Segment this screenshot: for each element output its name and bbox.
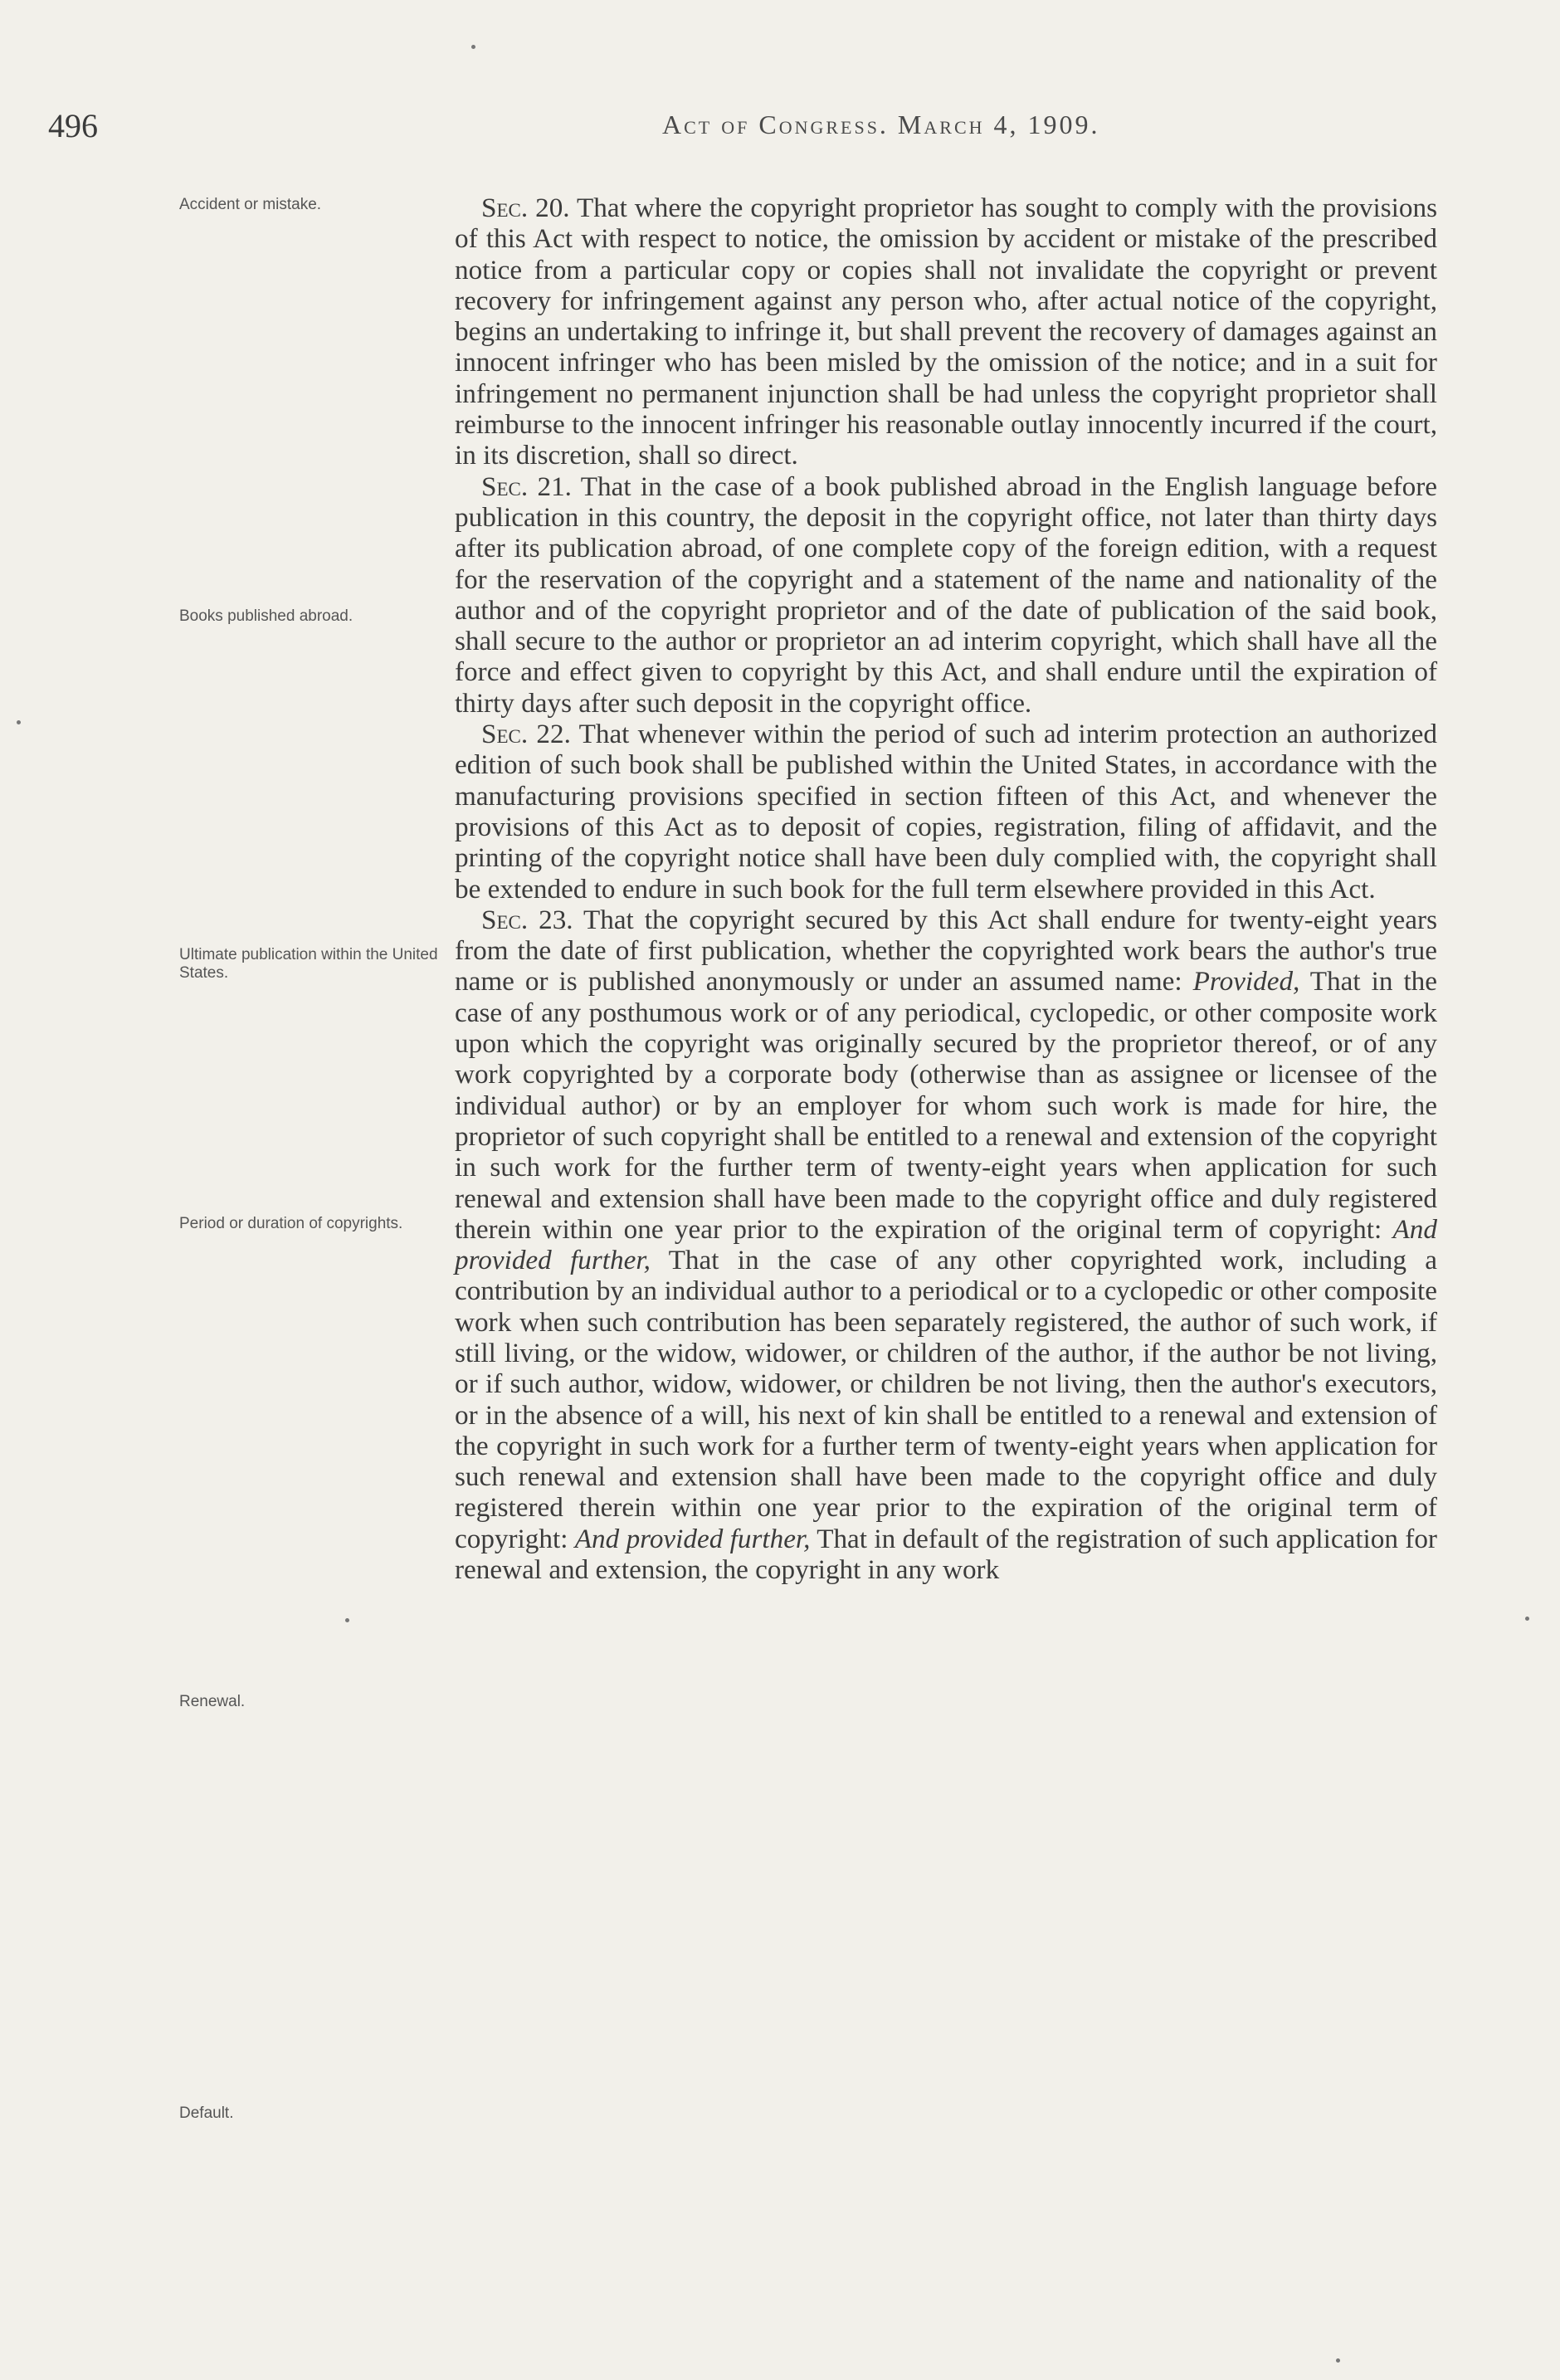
margin-note-default: Default. bbox=[179, 2104, 234, 2122]
section-20 bbox=[455, 193, 1437, 471]
paper-speck bbox=[345, 1618, 349, 1622]
section-23 bbox=[455, 905, 1437, 1586]
page-number: 496 bbox=[48, 107, 98, 144]
section-22 bbox=[455, 719, 1437, 905]
section-text: That where the copyright proprietor has sought to comply with the provisions of this Act with respect to notice, the omission by accident or mistake of the prescribed notice from a particular copy or copies shall not invalidate the copyright or prevent recovery for infringement against any person who, after actual notice of the copyright, begins an undertaking to infringe it, but shall prevent the recovery of damages against an innocent infringer who has been misled by the omission of the notice; and in a suit for infringement no permanent injunction shall be had unless the copyright proprietor shall reimburse to the innocent infringer his reasonable outlay innocently incurred if the court, in its discretion, shall so direct. bbox=[455, 193, 1437, 471]
margin-note-accident: Accident or mistake. bbox=[179, 196, 322, 213]
section-label: Sec. 23. bbox=[481, 904, 573, 935]
proviso-italic: Provided, bbox=[1192, 966, 1300, 997]
margin-note-ultimate-publication: Ultimate publication within the United States. bbox=[179, 946, 438, 982]
section-21 bbox=[455, 471, 1437, 719]
section-text-part: That in default of the registration of such application for renewal and extension, the copyright in any work bbox=[455, 1523, 1437, 1586]
margin-note-books-abroad: Books published abroad. bbox=[179, 607, 353, 625]
paper-speck bbox=[1336, 2358, 1340, 2363]
section-text: That whenever within the period of such ad interim protection an authorized edition of such book shall be published within the United States, in accordance with the manufacturing provisions specified in section fifteen of this Act, and whenever the provisions of this Act as to deposit of copies, registration, filing of affidavit, and the printing of the copyright notice shall have been duly complied with, the copyright shall be extended to endure in such book for the full term elsewhere provided in this Act. bbox=[455, 719, 1437, 905]
paper-speck bbox=[1525, 1617, 1529, 1621]
paper-speck bbox=[17, 720, 21, 724]
section-label: Sec. 21. bbox=[481, 471, 572, 502]
page-header bbox=[48, 106, 1459, 156]
section-text: That in the case of a book published abroad in the English language before publication in this country, the deposit in the copyright office, not later than thirty days after its publication abroad, of one complete copy of the foreign edition, with a request for the reservation of the copyright and a statement of the name and nationality of the author and of the copyright proprietor and of the date of publication of the said book, shall secure to the author or proprietor an ad interim copyright, which shall have all the force and effect given to copyright by this Act, and shall endure until the expiration of thirty days after such deposit in the copyright office. bbox=[455, 471, 1438, 719]
body-text bbox=[455, 193, 1437, 1585]
proviso-italic: And provided further, bbox=[455, 1213, 1437, 1276]
section-text-part: That in the case of any posthumous work or of any periodical, cyclopedic, or other composite work upon which the copyright was originally secured by the proprietor thereof, or of any work copyrighted by a corporate body (otherwise than as assignee or licensee of the individual author) or by an employer for whom such work is made for hire, the proprietor of such copyright shall be entitled to a renewal and extension of the copyright in such work for the further term of twenty-eight years when application for such renewal and extension shall have been made to the copyright office and duly registered therein within one year prior to the expiration of the original term of copyright: bbox=[455, 966, 1437, 1245]
paper-speck bbox=[471, 45, 475, 49]
section-text-part: That the copyright secured by this Act shall endure for twenty-eight years from the date of first publication, whether the copyrighted work bears the author's true name or is published anonymously or under an assumed name: bbox=[455, 904, 1437, 997]
proviso-italic: And provided further, bbox=[574, 1523, 811, 1554]
section-text-part: That in the case of any other copyrighted work, including a contribution by an individual author to a periodical or to a cyclopedic or other composite work when such contribution has been separately registered, the author of such work, if still living, or the widow, widower, or children of the author, if the author be not living, or if such author, widow, widower, or children be not living, then the author's executors, or in the absence of a will, his next of kin shall be entitled to a renewal and extension of the copyright in such work for a further term of twenty-eight years when application for such renewal and extension shall have been made to the copyright office and duly registered therein within one year prior to the expiration of the original term of copyright: bbox=[455, 1245, 1437, 1554]
running-head: Act of Congress. March 4, 1909. bbox=[662, 110, 1100, 139]
margin-note-renewal: Renewal. bbox=[179, 1693, 246, 1710]
section-label: Sec. 22. bbox=[481, 719, 571, 750]
section-label: Sec. 20. bbox=[481, 193, 570, 223]
margin-note-period-duration: Period or duration of copyrights. bbox=[179, 1215, 403, 1232]
